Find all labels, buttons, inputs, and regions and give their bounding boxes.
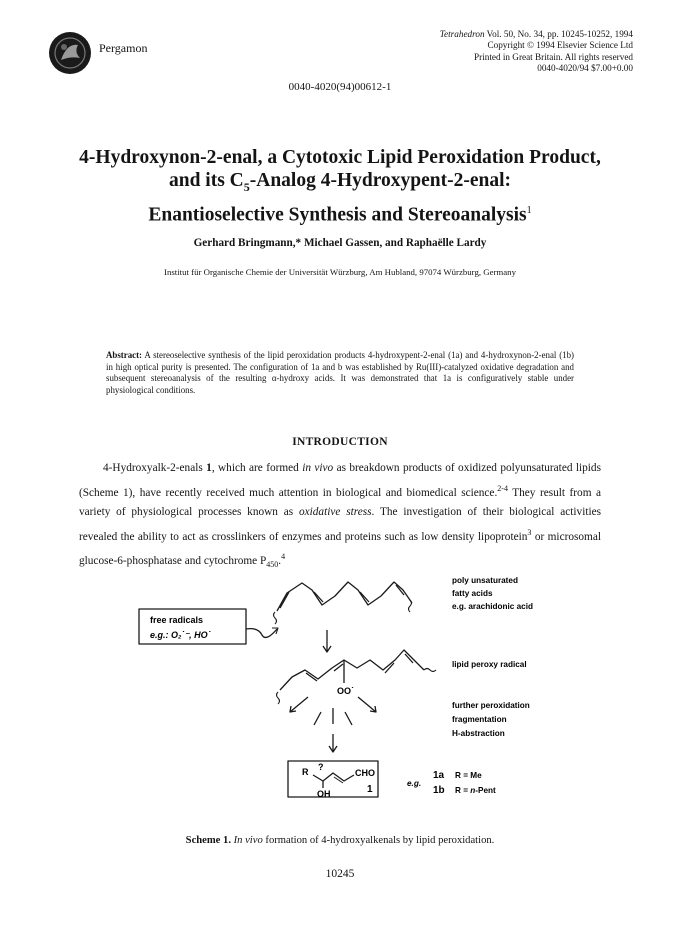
copyright-line: Copyright © 1994 Elsevier Science Ltd (487, 40, 633, 51)
product-oh-label: OH (317, 789, 331, 799)
scheme-caption: Scheme 1. In vivo formation of 4-hydroxyalkenals by lipid peroxidation. (185, 835, 495, 846)
frag-arrow-right (358, 697, 376, 712)
journal-reference (333, 29, 633, 74)
compound-1b: 1b (433, 785, 445, 796)
down-arrow-2 (329, 734, 337, 752)
free-radicals-label: free radicals (150, 615, 204, 625)
label-h-abstraction: H-abstraction (452, 729, 505, 738)
frag-arrow-left (290, 697, 308, 712)
down-arrow-1 (323, 630, 331, 652)
publisher-name: Pergamon (99, 41, 148, 55)
product-r-label: R (302, 767, 309, 777)
page-number: 10245 (325, 868, 355, 880)
title-line-3: Enantioselective Synthesis and Stereoanalysis$^1$ (148, 204, 532, 226)
peroxy-chain (280, 650, 424, 690)
eg-label: e.g. (407, 779, 422, 788)
title-line-2: and its $C_5$-Analog 4-Hydroxypent-2-enal: (168, 170, 512, 194)
article-code: 0040-4020(94)00612-1 (288, 81, 392, 93)
product-stereo-label: ? (318, 762, 324, 772)
affiliation: Institut für Organische Chemie der Universität Würzburg, Am Hubland, 97074 Würzburg, Germany (164, 267, 516, 277)
pufa-chain (277, 582, 412, 611)
journal-volume: Vol. 50, No. 34, pp. 10245-10252, 1994 (484, 29, 633, 39)
section-heading-introduction: INTRODUCTION (292, 436, 388, 448)
product-cho-label: CHO (355, 768, 375, 778)
price-line: 0040-4020/94 $7.00+0.00 (537, 62, 633, 73)
label-pufa-2: fatty acids (452, 589, 493, 598)
authors: Gerhard Bringmann,* Michael Gassen, and Raphaëlle Lardy (193, 237, 487, 249)
title-line-1: 4-Hydroxynon-2-enal, a Cytotoxic Lipid Peroxidation Product, (79, 147, 601, 168)
compound-1a: 1a (433, 770, 445, 781)
abstract-label: Abstract: (106, 350, 142, 360)
pufa-wiggle-right (409, 600, 412, 612)
peroxy-wiggle-left (277, 692, 280, 704)
label-further-peroxidation: further peroxidation (452, 701, 530, 710)
free-radicals-examples: e.g.: O₂˙⁻, HO˙ (150, 630, 211, 640)
compound-1a-r: R = Me (455, 771, 482, 780)
label-fragmentation: fragmentation (452, 715, 507, 724)
scheme-1-diagram (0, 565, 680, 830)
article-title (40, 146, 640, 226)
product-skeleton (313, 773, 354, 781)
pergamon-logo (47, 30, 93, 76)
introduction-text: 4-Hydroxyalk-2-enals 1, which are formed in vivo as breakdown products of oxidized polyunsaturated lipids (Scheme 1), have recently received much attention in biological and biomedical science.$^{2-4}$ They result from a variety of physiological processes known as oxidative stress. The investigation of their biological activities revealed the ability to act as crosslinkers of enzymes and proteins such as low density lipoprotein$^3$ or microsomal glucose-6-phosphatase and cytochrome $P_{450}.^4$ (79, 462, 602, 569)
peroxy-wiggle-right (424, 669, 436, 672)
journal-name: Tetrahedron (439, 29, 485, 39)
radical-attack-arrow (246, 629, 277, 638)
product-compound-number: 1 (367, 784, 373, 795)
frag-arrow-center-left (314, 712, 321, 725)
label-pufa-3: e.g. arachidonic acid (452, 602, 533, 611)
label-peroxy: lipid peroxy radical (452, 660, 527, 669)
compound-1b-r: R = n-Pent (455, 786, 496, 795)
oo-radical-label: OO˙ (337, 686, 354, 696)
frag-arrow-center-right (345, 712, 352, 725)
abstract (106, 350, 574, 396)
printed-line: Printed in Great Britain. All rights reserved (474, 51, 633, 62)
pufa-wiggle-left (274, 612, 277, 624)
abstract-text: A stereoselective synthesis of the lipid peroxidation products 4-hydroxypent-2-enal (1a) and 4-hydroxynon-2-enal (1b) in high optical purity is presented. The configuration of 1a and b was established by Ru(III)-catalyzed oxidative degradation and subsequent stereoanalysis of the resulting α-hydroxy acids. It was demonstrated that 1a is configuratively stable under physiological conditions. (106, 350, 574, 395)
label-pufa-1: poly unsaturated (452, 576, 518, 585)
